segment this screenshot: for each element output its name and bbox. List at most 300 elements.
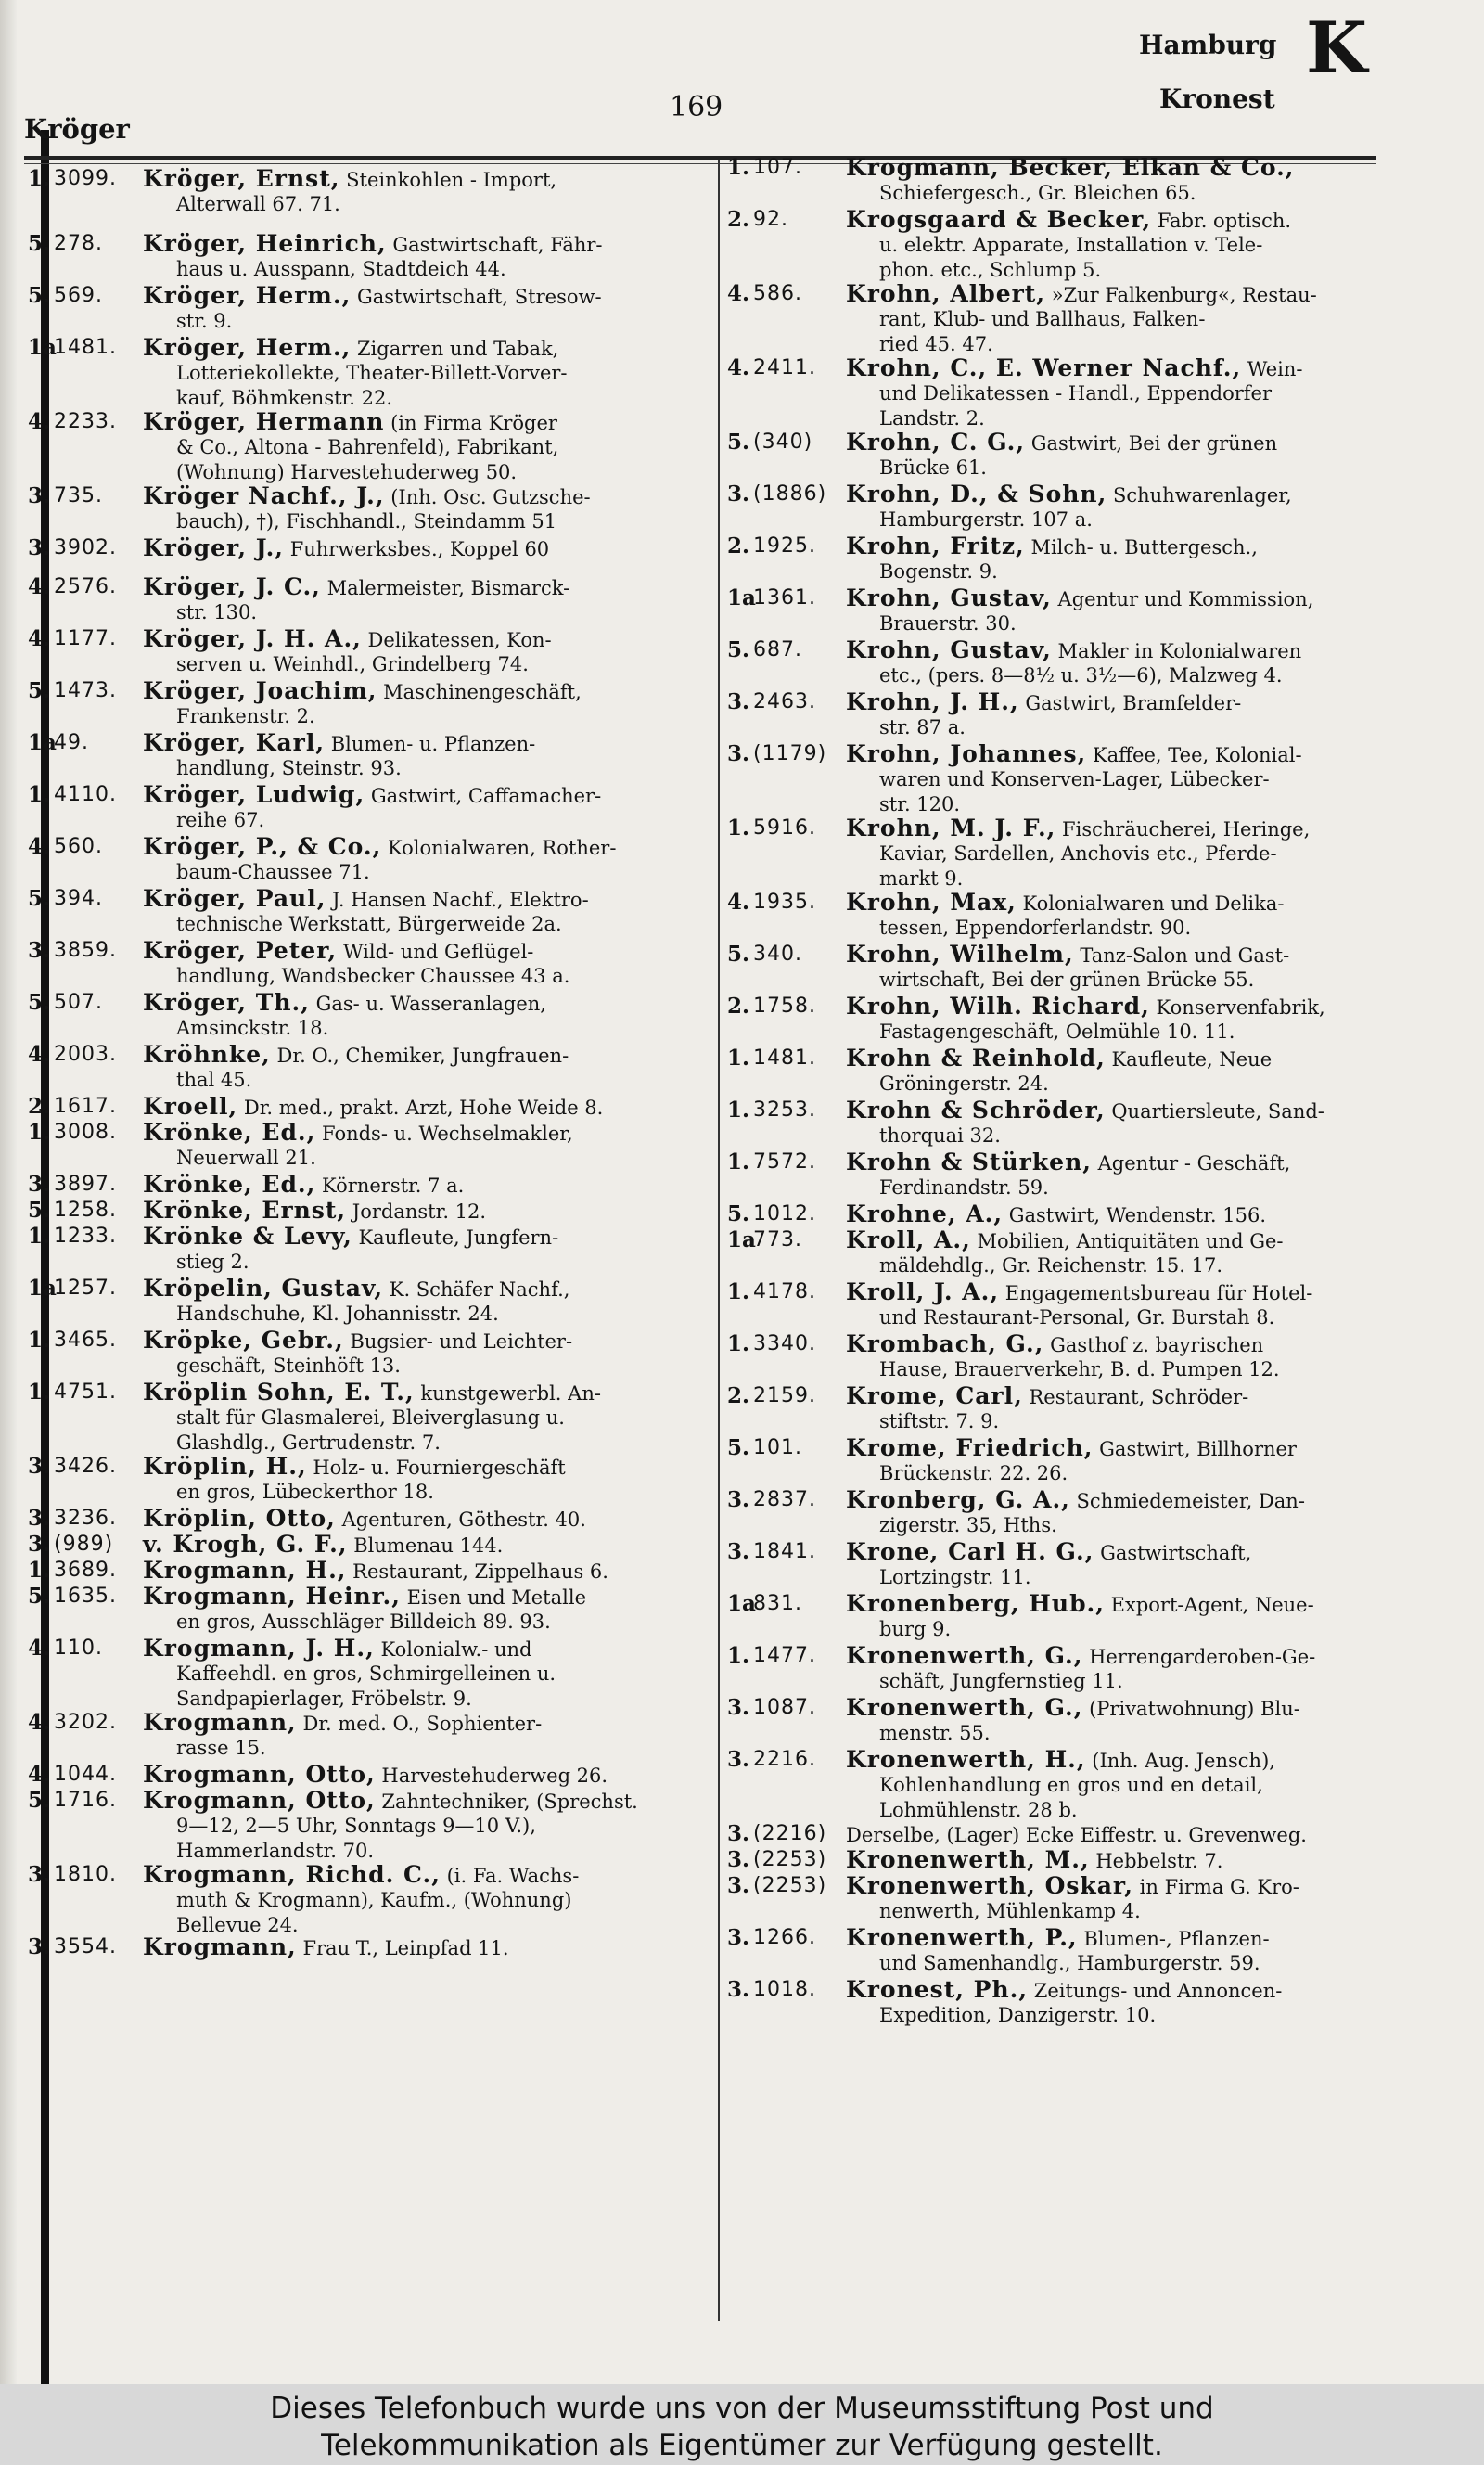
phone-number: 3008. (54, 1121, 117, 1144)
entry-line-1 (143, 536, 549, 561)
phone-number: 1473. (54, 679, 117, 702)
entry-line-1 (143, 410, 557, 435)
phone-number: 2837. (753, 1488, 816, 1511)
exchange-code: 1. (727, 1279, 750, 1304)
exchange-code: 4. (28, 1710, 51, 1735)
phone-number: 1481. (753, 1046, 816, 1070)
phone-number: 1361. (753, 586, 816, 610)
subscriber-details: Fuhrwerksbes., Koppel 60 (284, 538, 550, 560)
subscriber-details: Fischräucherei, Heringe, (1055, 818, 1311, 841)
exchange-code: 1a (727, 585, 756, 610)
exchange-code: 3. (727, 1977, 750, 2002)
subscriber-name: Krohn, Wilhelm, (846, 941, 1074, 968)
subscriber-name: Krohne, A., (846, 1200, 1004, 1227)
subscriber-name: Kröger, J. C., (143, 573, 321, 600)
exchange-code: 4. (727, 355, 750, 380)
exchange-code: 3. (28, 1862, 51, 1887)
subscriber-details: Hebbelstr. 7. (1089, 1850, 1223, 1872)
entry-line-3: Hammerlandstr. 70. (176, 1840, 375, 1862)
entry-line-1 (846, 1384, 1248, 1409)
phone-number: 4178. (753, 1280, 816, 1303)
entry-line-2: thal 45. (176, 1069, 252, 1091)
phone-number: 3099. (54, 167, 117, 190)
entry-line-2: rasse 15. (176, 1737, 266, 1759)
exchange-code: 5. (727, 1201, 750, 1226)
entry-line-2: nenwerth, Mühlenkamp 4. (879, 1900, 1141, 1922)
entry-line-1 (143, 1533, 503, 1558)
subscriber-name: Krönke & Levy, (143, 1223, 352, 1250)
entry-line-1 (143, 1863, 579, 1888)
subscriber-name: Krogmann, H., (143, 1557, 347, 1584)
entry-line-1 (143, 1559, 608, 1584)
entry-line-2: geschäft, Steinhöft 13. (176, 1354, 401, 1377)
subscriber-name: Krohn, Johannes, (846, 740, 1087, 767)
exchange-code: 1. (28, 166, 51, 191)
entry-line-3: markt 9. (879, 867, 964, 890)
subscriber-name: Krogmann, Otto, (143, 1787, 376, 1814)
entry-line-1 (143, 167, 556, 192)
entry-line-2: tessen, Eppendorferlandstr. 90. (879, 917, 1192, 939)
phone-number: 3689. (54, 1559, 117, 1582)
exchange-code: 3. (727, 1847, 750, 1872)
phone-number: 773. (753, 1228, 802, 1252)
subscriber-details: Wild- und Geflügel- (337, 941, 534, 963)
entry-line-1 (143, 835, 616, 860)
subscriber-details: Agentur - Geschäft, (1091, 1152, 1291, 1175)
phone-number: 1841. (753, 1540, 816, 1563)
subscriber-name: Krohn, C., E. Werner Nachf., (846, 354, 1242, 381)
exchange-code: 1. (727, 1046, 750, 1071)
entry-line-2: Schiefergesch., Gr. Bleichen 65. (879, 182, 1196, 204)
subscriber-name: Kröpke, Gebr., (143, 1327, 344, 1354)
entry-line-2: en gros, Ausschläger Billdeich 89. 93. (176, 1611, 551, 1633)
subscriber-details: Kaufleute, Jungfern- (352, 1226, 559, 1249)
phone-number: 1935. (753, 891, 816, 914)
entry-line-1 (846, 1592, 1314, 1617)
phone-number: 2411. (753, 356, 816, 379)
entry-line-1 (143, 284, 602, 309)
phone-number: 278. (54, 232, 103, 255)
phone-number: 3902. (54, 536, 117, 559)
phone-number: 2463. (753, 690, 816, 713)
subscriber-name: Kronest, Ph., (846, 1976, 1029, 2003)
subscriber-name: Krogmann, Becker, Elkan & Co., (846, 154, 1295, 181)
subscriber-details: Quartiersleute, Sand- (1105, 1100, 1324, 1123)
subscriber-name: Krogmann, (143, 1709, 297, 1736)
subscriber-name: Kröplin Sohn, E. T., (143, 1379, 415, 1406)
exchange-code: 1. (28, 782, 51, 807)
phone-number: 3426. (54, 1455, 117, 1478)
exchange-code: 1a (727, 1227, 756, 1252)
entry-line-2: Kaviar, Sardellen, Anchovis etc., Pferde- (879, 842, 1277, 865)
entry-line-2: stieg 2. (176, 1251, 249, 1273)
entry-line-1 (846, 208, 1291, 233)
entry-line-1 (846, 1202, 1266, 1227)
subscriber-details: Schmiedemeister, Dan- (1069, 1490, 1305, 1512)
exchange-code: 4. (727, 890, 750, 915)
subscriber-details: Agentur und Kommission, (1051, 588, 1314, 610)
phone-number: (1179) (753, 742, 827, 765)
entry-line-1 (143, 679, 582, 704)
subscriber-details: Dr. med., prakt. Arzt, Hohe Weide 8. (237, 1097, 604, 1119)
subscriber-details: (Privatwohnung) Blu- (1082, 1698, 1300, 1720)
subscriber-name: Kronberg, G. A., (846, 1486, 1070, 1513)
entry-line-1 (143, 1711, 542, 1736)
entry-line-2: und Samenhandlg., Hamburgerstr. 59. (879, 1952, 1260, 1974)
phone-number: 1716. (54, 1789, 117, 1812)
subscriber-name: Kronenberg, Hub., (846, 1590, 1105, 1617)
entry-line-1 (143, 783, 601, 808)
entry-line-2: str. 9. (176, 310, 233, 332)
exchange-code: 1. (28, 1558, 51, 1583)
subscriber-name: Krogmann, J. H., (143, 1635, 375, 1662)
subscriber-details: Gastwirt, Billhorner (1093, 1438, 1297, 1460)
exchange-code: 3. (727, 1539, 750, 1564)
exchange-code: 1. (727, 155, 750, 180)
subscriber-details: Harvestehuderweg 26. (375, 1765, 608, 1787)
entry-line-1 (143, 1507, 586, 1532)
exchange-code: 5. (28, 1198, 51, 1223)
subscriber-details: Milch- u. Buttergesch., (1024, 536, 1258, 558)
exchange-code: 4. (28, 1636, 51, 1661)
exchange-code: 3. (727, 1487, 750, 1512)
entry-line-1 (143, 1225, 558, 1250)
phone-number: 3897. (54, 1173, 117, 1196)
subscriber-name: Krohn, J. H., (846, 688, 1019, 715)
entry-line-1 (143, 991, 546, 1016)
entry-line-2: haus u. Ausspann, Stadtdeich 44. (176, 258, 506, 280)
entry-line-1 (846, 1926, 1270, 1951)
phone-number: 3202. (54, 1711, 117, 1734)
entry-line-2: u. elektr. Apparate, Installation v. Tele- (879, 234, 1263, 256)
entry-line-2: Amsinckstr. 18. (176, 1017, 329, 1039)
subscriber-name: Kröger, Paul, (143, 885, 326, 912)
exchange-code: 3. (727, 1695, 750, 1720)
column-divider (718, 160, 720, 2321)
subscriber-details: Engagementsbureau für Hotel- (999, 1282, 1313, 1304)
entry-line-1 (143, 627, 552, 652)
entry-line-2: Fastagengeschäft, Oelmühle 10. 11. (879, 1021, 1235, 1043)
subscriber-details: »Zur Falkenburg«, Restau- (1045, 284, 1317, 306)
subscriber-name: Krohn, Max, (846, 889, 1017, 916)
entry-line-2: Hause, Brauerverkehr, B. d. Pumpen 12. (879, 1358, 1280, 1380)
subscriber-details: Gastwirtschaft, (1094, 1542, 1252, 1564)
subscriber-details: (in Firma Kröger (384, 412, 557, 434)
entry-line-3: kauf, Böhmkenstr. 22. (176, 387, 393, 409)
subscriber-name: Kronenwerth, P., (846, 1924, 1078, 1951)
phone-number: (2253) (753, 1848, 827, 1871)
entry-line-1 (846, 282, 1317, 307)
exchange-code: 5. (28, 990, 51, 1015)
entry-line-2: Lotteriekollekte, Theater-Billett-Vorver- (176, 362, 568, 384)
phone-number: (2216) (753, 1822, 827, 1845)
entry-line-1 (846, 1822, 1307, 1847)
phone-number: 1233. (54, 1225, 117, 1248)
subscriber-name: Krönke, Ed., (143, 1119, 316, 1146)
entry-line-1 (143, 1380, 601, 1406)
phone-number: 569. (54, 284, 103, 307)
entry-line-1 (846, 1228, 1284, 1253)
entry-line-1 (846, 891, 1284, 916)
phone-number: 1617. (54, 1095, 117, 1118)
entry-line-2: waren und Konserven-Lager, Lübecker- (879, 768, 1270, 790)
entry-line-1 (143, 887, 589, 912)
exchange-code: 4. (28, 409, 51, 434)
subscriber-name: Kröpelin, Gustav, (143, 1275, 384, 1302)
exchange-code: 4. (28, 626, 51, 651)
phone-number: 2233. (54, 410, 117, 433)
exchange-code: 4. (727, 281, 750, 306)
subscriber-name: Krohn, Gustav, (846, 636, 1052, 663)
entry-line-1 (143, 1789, 638, 1814)
entry-line-2: Brücke 61. (879, 456, 987, 479)
entry-line-1 (143, 1043, 569, 1068)
exchange-code: 4. (28, 1762, 51, 1787)
subscriber-name: Kröger, Ernst, (143, 165, 340, 192)
exchange-code: 3. (727, 689, 750, 714)
entry-line-1 (143, 1277, 569, 1302)
entry-line-1 (846, 1150, 1290, 1175)
subscriber-details: Tanz-Salon und Gast- (1073, 944, 1290, 967)
subscriber-name: Krönke, Ernst, (143, 1197, 347, 1224)
entry-line-1 (143, 1173, 464, 1198)
subscriber-details: Malermeister, Bismarck- (320, 577, 570, 599)
phone-number: 3465. (54, 1329, 117, 1352)
entry-line-2: Gröningerstr. 24. (879, 1072, 1049, 1095)
entry-line-2: Brückenstr. 22. 26. (879, 1462, 1068, 1484)
phone-number: 1266. (753, 1926, 816, 1949)
phone-number: 3253. (753, 1098, 816, 1122)
entry-line-2: Kohlenhandlung en gros und en detail, (879, 1774, 1263, 1796)
exchange-code: 5. (28, 231, 51, 256)
exchange-code: 2. (727, 207, 750, 232)
phone-number: 4110. (54, 783, 117, 806)
exchange-code: 1. (727, 1331, 750, 1356)
entry-line-1 (846, 995, 1325, 1020)
subscriber-name: Kröhnke, (143, 1041, 271, 1068)
exchange-code: 3. (28, 1532, 51, 1557)
entry-line-1 (143, 232, 603, 257)
entry-line-2: muth & Krogmann), Kaufm., (Wohnung) (176, 1889, 572, 1911)
subscriber-name: Kröger, Peter, (143, 937, 338, 964)
subscriber-details: Gastwirt, Bramfelder- (1018, 692, 1242, 714)
phone-number: 735. (54, 484, 103, 507)
entry-line-1 (846, 1978, 1282, 2003)
subscriber-name: Krohn, Albert, (846, 280, 1046, 307)
entry-line-2: rant, Klub- und Ballhaus, Falken- (879, 308, 1206, 330)
exchange-code: 3. (28, 1172, 51, 1197)
entry-line-3: Sandpapierlager, Fröbelstr. 9. (176, 1688, 472, 1710)
exchange-code: 5. (28, 1788, 51, 1813)
entry-line-1 (846, 1696, 1300, 1721)
footer-line-1: Dieses Telefonbuch wurde uns von der Museumsstiftung Post und (270, 2392, 1214, 2425)
subscriber-details: Wein- (1241, 358, 1303, 380)
subscriber-details: Blumenau 144. (347, 1534, 504, 1557)
entry-line-3: phon. etc., Schlump 5. (879, 259, 1102, 281)
exchange-code: 2. (727, 994, 750, 1019)
subscriber-details: Gastwirtschaft, Fähr- (386, 234, 603, 256)
exchange-code: 3. (28, 535, 51, 560)
exchange-code: 1. (727, 1149, 750, 1175)
entry-line-2: Bogenstr. 9. (879, 560, 998, 583)
subscriber-name: Kröger, Heinrich, (143, 230, 387, 257)
subscriber-name: Krogmann, Heinr., (143, 1583, 401, 1610)
phone-number: 1758. (753, 995, 816, 1018)
phone-number: 687. (753, 638, 802, 661)
subscriber-details: Fonds- u. Wechselmakler, (315, 1123, 573, 1145)
entry-line-3: Landstr. 2. (879, 407, 985, 430)
entry-line-2: Brauerstr. 30. (879, 612, 1017, 635)
subscriber-details: Fabr. optisch. (1151, 210, 1292, 232)
entry-line-1 (846, 586, 1313, 611)
entry-line-1 (846, 534, 1258, 559)
subscriber-name: Kroll, J. A., (846, 1278, 1000, 1305)
entry-line-2: str. 130. (176, 601, 258, 623)
entry-line-1 (143, 1121, 573, 1146)
exchange-code: 4. (28, 834, 51, 859)
subscriber-details: (Inh. Aug. Jensch), (1085, 1750, 1275, 1772)
subscriber-name: Kröger, P., & Co., (143, 833, 382, 860)
phone-number: 3859. (54, 939, 117, 962)
exchange-code: 5. (28, 283, 51, 308)
phone-number: 4751. (54, 1380, 117, 1404)
subscriber-name: Krogmann, Otto, (143, 1761, 376, 1788)
phone-number: 1925. (753, 534, 816, 558)
subscriber-details: Holz- u. Fourniergeschäft (306, 1457, 566, 1479)
exchange-code: 1. (727, 1098, 750, 1123)
phone-number: 1635. (54, 1585, 117, 1608)
entry-line-2: Handschuhe, Kl. Johannisstr. 24. (176, 1303, 499, 1325)
entry-line-1 (846, 1748, 1275, 1773)
entry-line-2: Hamburgerstr. 107 a. (879, 508, 1093, 531)
subscriber-name: Krome, Carl, (846, 1382, 1023, 1409)
exchange-code: 5. (28, 886, 51, 911)
running-head-left: Kröger (24, 113, 130, 145)
entry-line-1 (846, 638, 1301, 663)
subscriber-name: Krohn & Stürken, (846, 1149, 1092, 1175)
phone-number: 1477. (753, 1644, 816, 1667)
footer-line-2: Telekommunikation als Eigentümer zur Verfügung gestellt. (321, 2429, 1163, 2462)
subscriber-details: Gas- u. Wasseranlagen, (309, 993, 546, 1015)
entry-line-1 (143, 939, 533, 964)
exchange-code: 1a (727, 1591, 756, 1616)
subscriber-name: Krone, Carl H. G., (846, 1538, 1094, 1565)
subscriber-details: Export-Agent, Neue- (1104, 1594, 1314, 1616)
entry-line-1 (846, 1098, 1324, 1123)
exchange-code: 3. (727, 481, 750, 507)
phone-number: (340) (753, 430, 813, 454)
exchange-code: 5. (727, 430, 750, 455)
phone-number: 2576. (54, 575, 117, 598)
entry-line-1 (846, 1874, 1299, 1899)
entry-line-1 (143, 575, 569, 600)
exchange-code: 2. (727, 533, 750, 558)
entry-line-1 (143, 1455, 566, 1480)
phone-number: 1810. (54, 1863, 117, 1886)
entry-line-1 (846, 1540, 1251, 1565)
subscriber-details: Dr. med. O., Sophienter- (296, 1713, 543, 1735)
phone-number: 7572. (753, 1150, 816, 1174)
subscriber-details: Mobilien, Antiquitäten und Ge- (970, 1230, 1284, 1252)
exchange-code: 5. (727, 1435, 750, 1460)
phone-number: 5916. (753, 816, 816, 840)
phone-number: 2216. (753, 1748, 816, 1771)
entry-line-2: burg 9. (879, 1618, 952, 1640)
subscriber-details: Gastwirtschaft, Stresow- (351, 286, 602, 308)
entry-line-1 (143, 484, 591, 509)
phone-number: 340. (753, 943, 802, 966)
entry-line-1 (846, 943, 1289, 968)
entry-line-2: Kaffeehdl. en gros, Schmirgelleinen u. (176, 1663, 556, 1685)
exchange-code: 4. (28, 574, 51, 599)
entry-line-2: Neuerwall 21. (176, 1147, 316, 1169)
subscriber-details: Blumen-, Pflanzen- (1077, 1928, 1270, 1950)
entry-line-2: reihe 67. (176, 809, 265, 831)
subscriber-name: Krohn, D., & Sohn, (846, 481, 1107, 507)
entry-line-2: etc., (pers. 8—8½ u. 3½—6), Malzweg 4. (879, 664, 1283, 687)
entry-line-1 (846, 1332, 1263, 1357)
subscriber-details: Delikatessen, Kon- (361, 629, 552, 651)
binding-edge (41, 130, 49, 2384)
exchange-code: 3. (28, 483, 51, 508)
exchange-code: 3. (727, 1747, 750, 1772)
subscriber-details: (Inh. Osc. Gutzsche- (384, 486, 591, 508)
exchange-code: 3. (28, 1934, 51, 1959)
subscriber-details: Gastwirt, Wendenstr. 156. (1003, 1204, 1267, 1226)
entry-line-1 (143, 1935, 509, 1960)
exchange-code: 1. (28, 1224, 51, 1249)
subscriber-name: Kroll, A., (846, 1226, 971, 1253)
subscriber-details: Dr. O., Chemiker, Jungfrauen- (270, 1045, 569, 1067)
subscriber-details: Steinkohlen - Import, (339, 169, 557, 191)
entry-line-1 (143, 1763, 608, 1788)
entry-line-1 (846, 1848, 1222, 1873)
exchange-code: 2. (28, 1094, 51, 1119)
subscriber-name: Kröger, Ludwig, (143, 781, 365, 808)
subscriber-name: Krogmann, Richd. C., (143, 1861, 441, 1888)
subscriber-details: J. Hansen Nachf., Elektro- (326, 889, 589, 911)
phone-number: 2159. (753, 1384, 816, 1407)
entry-line-2: thorquai 32. (879, 1124, 1001, 1147)
entry-line-2: Ferdinandstr. 59. (879, 1176, 1049, 1199)
entry-line-2: und Restaurant-Personal, Gr. Burstah 8. (879, 1306, 1275, 1329)
subscriber-name: Kronenwerth, G., (846, 1694, 1083, 1721)
entry-line-3: Bellevue 24. (176, 1914, 299, 1936)
exchange-code: 3. (28, 1506, 51, 1531)
subscriber-name: v. Krogh, G. F., (143, 1531, 348, 1558)
subscriber-name: Kröger, Hermann (143, 408, 385, 435)
subscriber-name: Kröger, J., (143, 534, 285, 561)
entry-line-1 (143, 1585, 586, 1610)
entry-line-1 (846, 1488, 1305, 1513)
subscriber-name: Krome, Friedrich, (846, 1434, 1094, 1461)
subscriber-name: Krohn, Fritz, (846, 533, 1025, 559)
subscriber-details: Derselbe, (Lager) Ecke Eiffestr. u. Grevenweg. (846, 1824, 1307, 1846)
subscriber-details: Kaffee, Tee, Kolonial- (1086, 744, 1302, 766)
section-letter: K (1306, 6, 1368, 89)
entry-line-1 (846, 1046, 1272, 1072)
exchange-code: 3. (28, 1454, 51, 1479)
subscriber-name: Kröplin, H., (143, 1453, 307, 1480)
subscriber-details: Zeitungs- und Annoncen- (1028, 1980, 1283, 2002)
entry-line-2: 9—12, 2—5 Uhr, Sonntags 9—10 V.), (176, 1815, 536, 1837)
subscriber-details: Gastwirt, Caffamacher- (365, 785, 602, 807)
entry-line-1 (143, 336, 558, 361)
exchange-code: 1. (727, 815, 750, 841)
subscriber-name: Krohn, C. G., (846, 429, 1026, 456)
subscriber-details: Kolonialw.- und (374, 1638, 532, 1661)
entry-line-1 (846, 1644, 1315, 1669)
